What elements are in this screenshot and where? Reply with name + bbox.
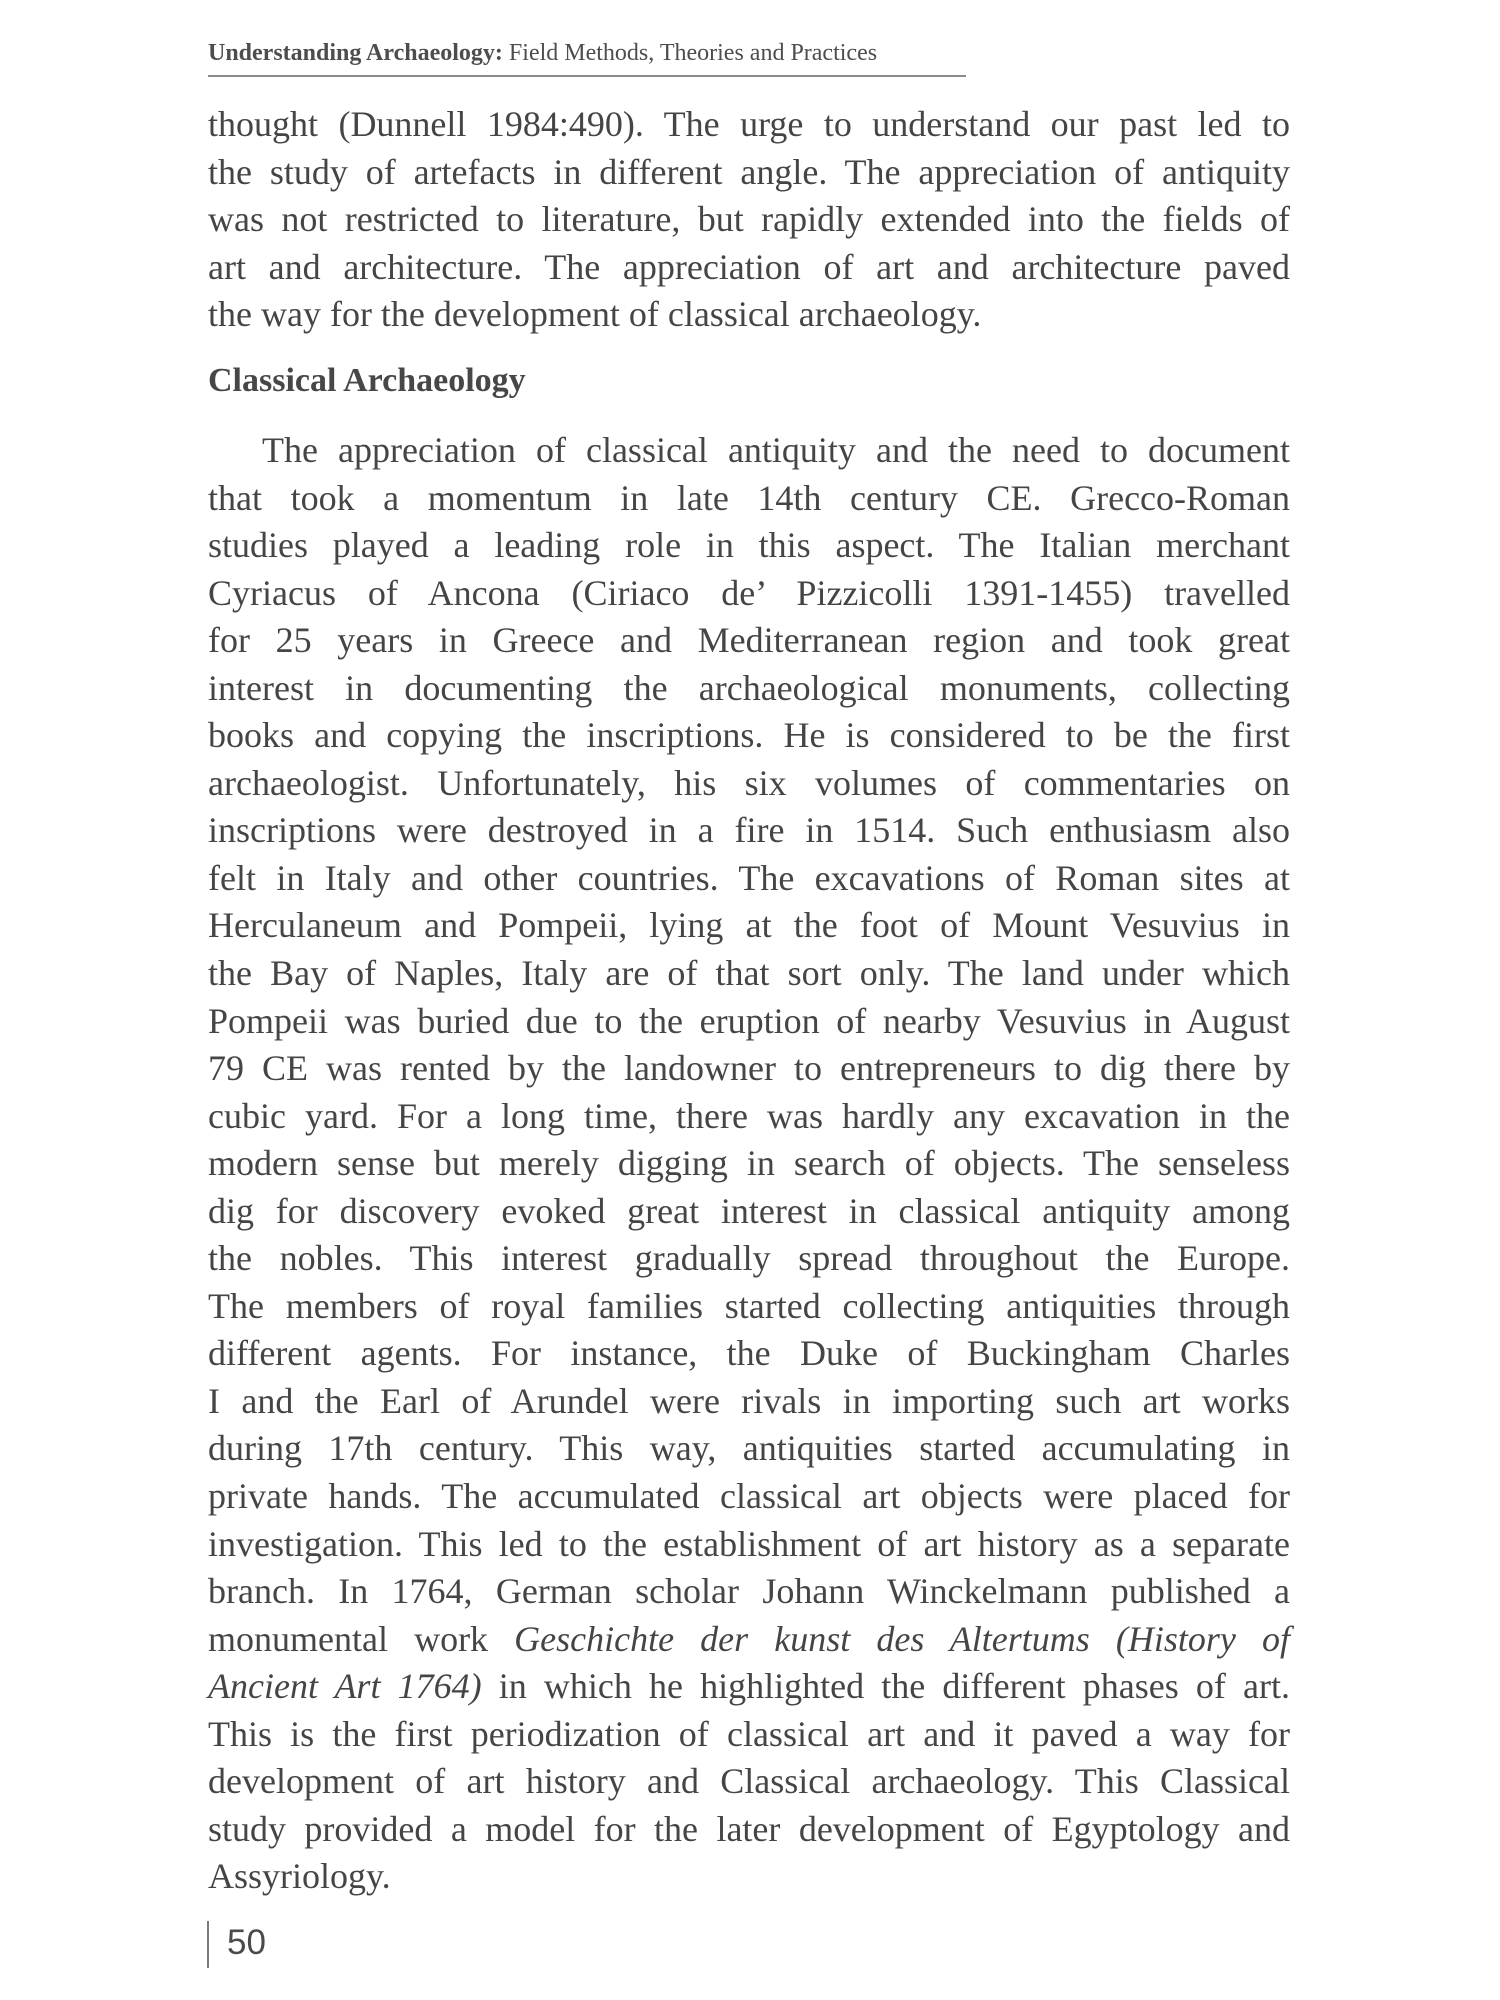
book-title-italic: Geschichte der kunst des Altertums (History of (514, 1618, 1290, 1659)
text-line: The members of royal families started collecting antiquities through (208, 1285, 1290, 1326)
text-line: that took a momentum in late 14th century CE. Grecco-Roman (208, 477, 1290, 518)
text-line: archaeologist. Unfortunately, his six volumes of commentaries on (208, 762, 1290, 803)
running-header-subtitle: Field Methods, Theories and Practices (502, 40, 878, 66)
text-line: studies played a leading role in this aspect. The Italian merchant (208, 525, 1290, 566)
text-line: Cyriacus of Ancona (Ciriaco de’ Pizzicolli 1391-1455) travelled (208, 572, 1290, 613)
header-rule-divider (208, 75, 966, 77)
text-line: thought (Dunnell 1984:490). The urge to understand our past led to (208, 104, 1290, 144)
text-line: investigation. This led to the establishment of art history as a separate (208, 1523, 1290, 1564)
paragraph-classical-archaeology (208, 427, 1290, 1901)
text-line: private hands. The accumulated classical art objects were placed for (208, 1476, 1290, 1517)
text-line-with-book-title (208, 1663, 1290, 1711)
text-line: for 25 years in Greece and Mediterranean region and took great (208, 620, 1290, 661)
paragraph-intro (208, 101, 1290, 339)
text-line: development of art history and Classical archaeology. This Classical (208, 1761, 1290, 1802)
text-line: 79 CE was rented by the landowner to entrepreneurs to dig there by (208, 1048, 1290, 1089)
text-line: modern sense but merely digging in search of objects. The senseless (208, 1143, 1290, 1184)
text-line: the study of artefacts in different angle. The appreciation of antiquity (208, 151, 1290, 192)
text-line: interest in documenting the archaeological monuments, collecting (208, 667, 1290, 708)
running-header-book-title: Understanding Archaeology: (208, 40, 503, 66)
page-number: 50 (227, 1923, 266, 1962)
text-line: cubic yard. For a long time, there was hardly any excavation in the (208, 1095, 1290, 1136)
text-line: dig for discovery evoked great interest in classical antiquity among (208, 1190, 1290, 1231)
running-header (208, 39, 968, 67)
text-line: books and copying the inscriptions. He is considered to be the first (208, 715, 1290, 756)
text-run: in which he highlighted the different phases of art. (481, 1666, 1290, 1707)
text-line: the Bay of Naples, Italy are of that sort only. The land under which (208, 953, 1290, 994)
text-line: Assyriology. (208, 1856, 391, 1897)
text-line: was not restricted to literature, but rapidly extended into the fields of (208, 199, 1290, 240)
text-line: branch. In 1764, German scholar Johann Winckelmann published a (208, 1571, 1290, 1612)
book-title-italic: Ancient Art 1764) (208, 1666, 482, 1707)
folio-bar-divider (207, 1921, 209, 1968)
text-line: the way for the development of classical archaeology. (208, 294, 982, 335)
text-line: I and the Earl of Arundel were rivals in importing such art works (208, 1380, 1290, 1421)
text-line: Herculaneum and Pompeii, lying at the foot of Mount Vesuvius in (208, 905, 1290, 946)
text-line: during 17th century. This way, antiquities started accumulating in (208, 1428, 1290, 1469)
text-line: The appreciation of classical antiquity and the need to document (262, 430, 1290, 470)
text-line: Pompeii was buried due to the eruption of nearby Vesuvius in August (208, 1000, 1290, 1041)
text-line: inscriptions were destroyed in a fire in 1514. Such enthusiasm also (208, 810, 1290, 851)
text-line: the nobles. This interest gradually spread throughout the Europe. (208, 1238, 1290, 1279)
text-run: monumental work (208, 1618, 515, 1659)
text-line: This is the first periodization of classical art and it paved a way for (208, 1713, 1290, 1754)
text-line: different agents. For instance, the Duke of Buckingham Charles (208, 1333, 1290, 1374)
text-line: felt in Italy and other countries. The excavations of Roman sites at (208, 857, 1290, 898)
text-line-with-book-title (208, 1616, 1290, 1664)
text-line: study provided a model for the later development of Egyptology and (208, 1808, 1290, 1849)
section-heading: Classical Archaeology (208, 362, 526, 399)
text-line: art and architecture. The appreciation of art and architecture paved (208, 246, 1290, 287)
